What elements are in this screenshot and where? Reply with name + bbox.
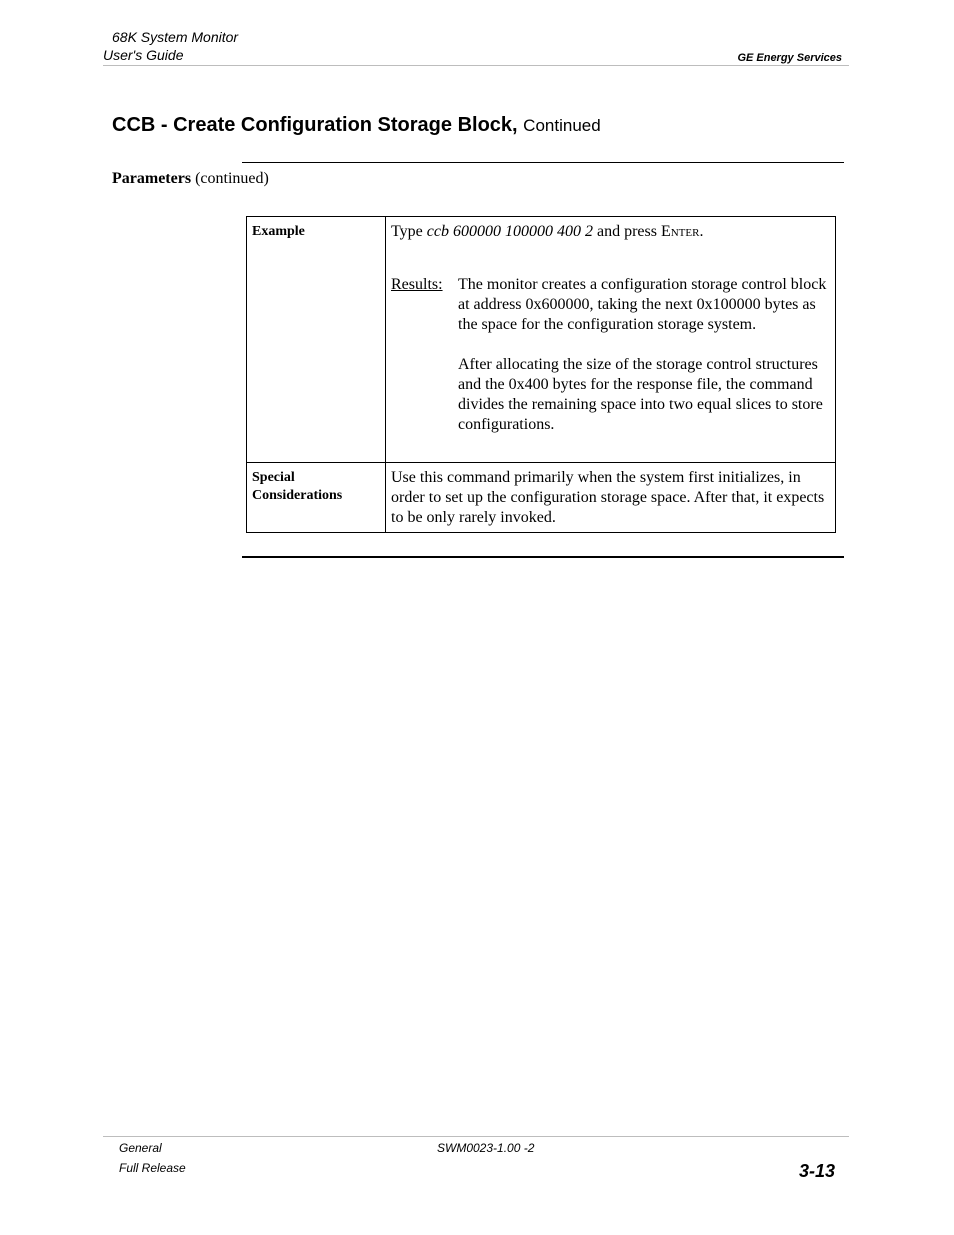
- example-results: [391, 275, 830, 435]
- example-command: ccb 600000 100000 400 2: [426, 223, 593, 240]
- footer-doc-number: SWM0023-1.00 -2: [437, 1141, 535, 1155]
- header-doc-title: 68K System Monitor: [112, 29, 239, 45]
- table-row-special: [247, 463, 836, 533]
- parameters-heading: [112, 169, 269, 189]
- results-paragraph-1: The monitor creates a configuration storage control block at address 0x600000, taking the next 0x100000 bytes as the space for the configuration storage system.: [458, 276, 827, 333]
- section-rule-top: [242, 162, 844, 163]
- page-title-main: CCB - Create Configuration Storage Block,: [112, 114, 518, 136]
- page-title-continued: Continued: [523, 116, 601, 135]
- footer-divider: [103, 1136, 849, 1137]
- example-period: .: [699, 223, 704, 240]
- example-label: Example: [247, 217, 386, 463]
- special-text: Use this command primarily when the system first initializes, in order to set up the configuration storage space. After that, it expects to be only rarely invoked.: [386, 463, 836, 533]
- header-divider: [103, 65, 849, 66]
- example-cell: [386, 217, 836, 463]
- table-row-example: [247, 217, 836, 463]
- section-rule-bottom: [242, 556, 844, 558]
- header-company: GE Energy Services: [737, 52, 842, 64]
- example-type-prefix: Type: [391, 223, 423, 240]
- example-instruction: [391, 222, 830, 242]
- footer-general: General: [119, 1141, 162, 1155]
- parameters-label: Parameters: [112, 170, 192, 187]
- parameters-continued: (continued): [195, 170, 269, 187]
- example-key: Enter: [660, 223, 700, 240]
- footer-release: Full Release: [119, 1161, 186, 1175]
- parameters-table: [246, 216, 836, 533]
- results-body: [458, 275, 830, 435]
- results-label: Results:: [391, 276, 443, 293]
- page-number: 3-13: [798, 1161, 835, 1181]
- special-label: Special Considerations: [247, 463, 386, 533]
- example-press-text: and press: [596, 223, 657, 240]
- header-doc-subtitle: User's Guide: [103, 47, 184, 63]
- page-title: [112, 112, 601, 139]
- results-paragraph-2: After allocating the size of the storage control structures and the 0x400 bytes for the response file, the command divides the remaining space into two equal slices to store configurations.: [458, 356, 823, 433]
